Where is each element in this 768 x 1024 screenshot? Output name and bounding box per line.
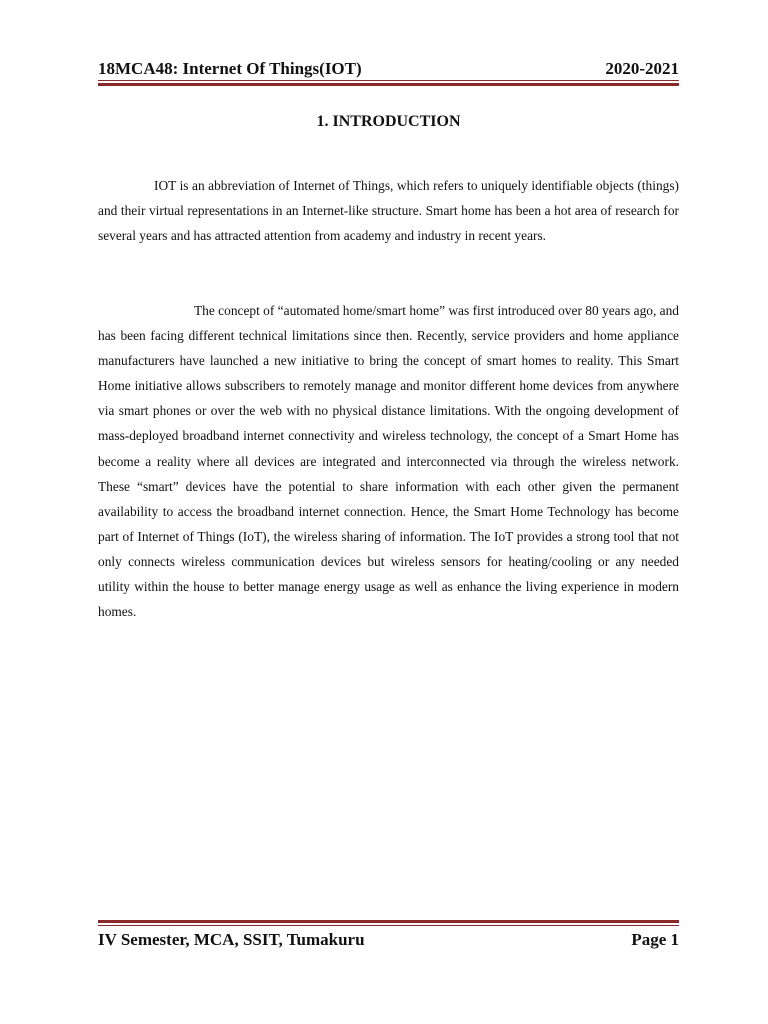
page-number: Page 1 [631, 930, 679, 949]
page-footer [98, 928, 679, 952]
academic-year: 2020-2021 [605, 59, 679, 78]
course-title: 18MCA48: Internet Of Things(IOT) [98, 59, 362, 78]
section-title: 1. INTRODUCTION [316, 113, 461, 130]
institution-label: IV Semester, MCA, SSIT, Tumakuru [98, 930, 365, 949]
footer-divider [98, 920, 679, 926]
page-header [98, 55, 679, 79]
intro-paragraph-2: The concept of “automated home/smart home” was first introduced over 80 years ago, and has been facing different technical limitations since then. Recently, service providers and home appliance manufacturers have launched a new initiative to bring the concept of smart homes to reality. This Smart Home initiative allows subscribers to remotely manage and monitor different home devices from anywhere via smart phones or over the web with no physical distance limitations. With the ongoing development of mass-deployed broadband internet connectivity and wireless technology, the concept of a Smart Home has become a reality where all devices are integrated and interconnected via through the wireless network. These “smart” devices have the potential to share information with each other given the permanent availability to access the broadband internet connection. Hence, the Smart Home Technology has become part of Internet of Things (IoT), the wireless sharing of information. The IoT provides a strong tool that not only connects wireless communication devices but wireless sensors for heating/cooling or any needed utility within the house to better manage energy usage as well as enhance the living experience in modern homes. [98, 303, 679, 620]
header-divider [98, 80, 679, 86]
intro-paragraph-1: IOT is an abbreviation of Internet of Things, which refers to uniquely identifiable objects (things) and their virtual representations in an Internet-like structure. Smart home has been a hot area of research for several years and has attracted attention from academy and industry in recent years. [98, 178, 679, 244]
